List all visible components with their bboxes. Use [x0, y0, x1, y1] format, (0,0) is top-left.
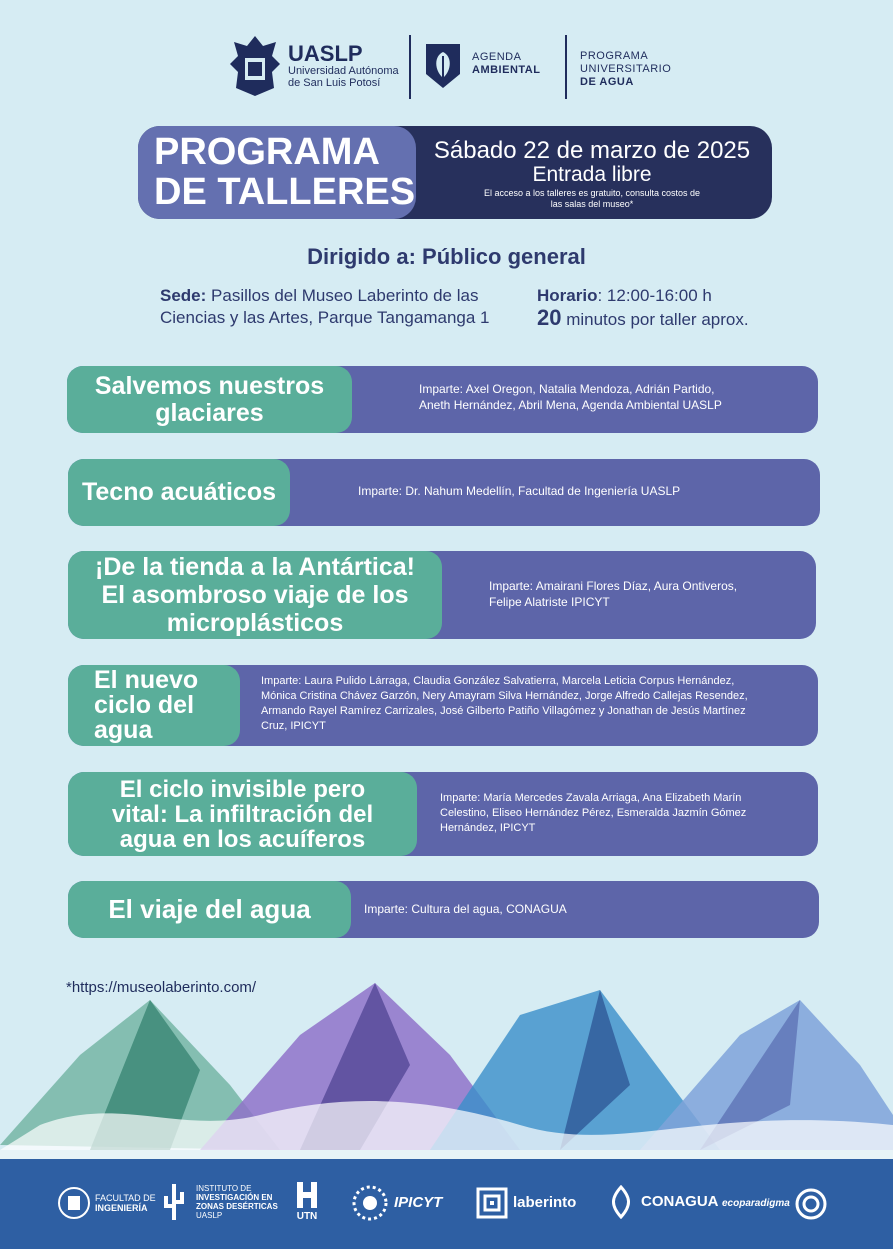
agenda-line2: AMBIENTAL [472, 64, 541, 76]
programa-line1: PROGRAMA [580, 50, 649, 62]
workshop-title-line: glaciares [155, 398, 264, 427]
uaslp-crest-icon [228, 34, 282, 98]
ecoparadigma-label: ecoparadigma [722, 1198, 790, 1209]
workshop-title [67, 366, 352, 433]
ipicyt-logo [351, 1184, 442, 1222]
minutes-text: minutos por taller aprox. [561, 310, 749, 329]
workshop-instructors [489, 578, 809, 610]
programa-line2: UNIVERSITARIO [580, 63, 672, 75]
workshop-instructors [261, 674, 813, 734]
acceso-note [470, 188, 714, 210]
workshop-instructors [364, 901, 764, 917]
conagua-label: CONAGUA [641, 1193, 719, 1210]
maze-icon [476, 1187, 508, 1219]
uaslp-line1: Universidad Autónoma [288, 65, 399, 77]
ingenieria-line1: FACULTAD DE [95, 1193, 156, 1203]
instituto-line1: INSTITUTO DE [196, 1184, 252, 1193]
instructors-line: Mónica Cristina Chávez Garzón, Nery Amayram Silva Hernández, Jorge Alfredo Callejas Resendez, [261, 690, 748, 702]
laberinto-label: laberinto [513, 1194, 577, 1211]
workshop-instructors [358, 483, 798, 499]
workshop-title-line: agua [94, 716, 153, 744]
instructors-line: Imparte: Laura Pulido Lárraga, Claudia González Salvatierra, Marcela Leticia Corpus Hernández, [261, 675, 735, 687]
venue-label: Sede: [160, 286, 207, 305]
ecoparadigma-logo [722, 1188, 827, 1220]
instituto-zonas-deserticas-logo [157, 1180, 278, 1224]
instructors-line: Aneth Hernández, Abril Mena, Agenda Ambiental UASLP [419, 398, 722, 412]
instructors-line: Imparte: María Mercedes Zavala Arriaga, Ana Elizabeth Marín [440, 792, 742, 804]
instructors-line: Imparte: Dr. Nahum Medellín, Facultad de Ingeniería UASLP [358, 484, 681, 498]
laberinto-logo [476, 1187, 576, 1219]
instructors-line: Cruz, IPICYT [261, 720, 326, 732]
entrada-libre: Entrada libre [532, 163, 652, 186]
schedule-label: Horario [537, 286, 598, 305]
minutes-number: 20 [537, 305, 562, 330]
event-date: Sábado 22 de marzo de 2025 [433, 137, 751, 164]
workshop-title-line: vital: La infiltración del [111, 800, 374, 828]
programa-agua-logo [580, 50, 671, 89]
title-line1: PROGRAMA [154, 131, 380, 173]
workshop-title-line: Tecno acuáticos [81, 478, 277, 506]
conagua-wave-icon [606, 1185, 636, 1219]
workshop-title-line: Salvemos nuestros [94, 371, 325, 400]
workshop-title [68, 665, 240, 746]
venue [160, 285, 520, 329]
instituto-line2: INVESTIGACIÓN EN [196, 1193, 273, 1202]
instructors-line: Celestino, Eliseo Hernández Pérez, Esmeralda Jazmín Gómez [440, 807, 747, 819]
uaslp-logo [228, 34, 399, 98]
workshop-instructors [440, 791, 810, 836]
title-line2: DE TALLERES [154, 171, 416, 213]
workshop-title-line: El asombroso viaje de los [101, 581, 409, 609]
acceso-line1: El acceso a los talleres es gratuito, consulta costos de [483, 188, 701, 198]
header-divider [409, 35, 411, 99]
uaslp-line2: de San Luis Potosí [288, 77, 381, 89]
museum-url[interactable]: *https://museolaberinto.com/ [66, 979, 257, 996]
workshop-title [68, 772, 417, 856]
schedule [537, 285, 797, 331]
venue-line1: Pasillos del Museo Laberinto de las [206, 286, 479, 305]
workshop-instructors [419, 381, 809, 413]
spiral-icon [795, 1188, 827, 1220]
agenda-ambiental-logo [422, 38, 540, 90]
instructors-line: Hernández, IPICYT [440, 822, 536, 834]
title-label [138, 126, 416, 219]
workshop-title [68, 881, 351, 938]
uaslp-name: UASLP [288, 41, 363, 66]
instructors-line: Armando Rayel Ramírez Carrizales, José Gilberto Patiño Villagómez y Jonathan de Jesús Martínez [261, 705, 746, 717]
ingenieria-line2: INGENIERÍA [95, 1203, 148, 1213]
instituto-line4: UASLP [196, 1211, 223, 1220]
workshop-title-line: El viaje del agua [108, 894, 311, 924]
workshop-title-line: El ciclo invisible pero [119, 775, 366, 803]
facultad-ingenieria-logo [58, 1184, 156, 1222]
utn-logo [294, 1180, 320, 1222]
utn-emblem-icon [294, 1180, 320, 1210]
workshop-title-line: ciclo del [94, 691, 195, 719]
workshop-title [68, 459, 290, 526]
ipicyt-dots-icon [351, 1184, 389, 1222]
watercolor-mountains-illustration [0, 975, 893, 1160]
instructors-line: Imparte: Amairani Flores Díaz, Aura Ontiveros, [489, 579, 738, 593]
cactus-icon [157, 1180, 191, 1224]
venue-line2: Ciencias y las Artes, Parque Tangamanga 1 [160, 308, 490, 327]
audience: Dirigido a: Público general [307, 244, 586, 269]
agenda-line1: AGENDA [472, 51, 522, 63]
workshop-title-line: ¡De la tienda a la Antártica! [95, 553, 415, 581]
header-divider-2 [565, 35, 567, 99]
ipicyt-label: IPICYT [394, 1194, 443, 1211]
instituto-line3: ZONAS DESÉRTICAS [196, 1202, 278, 1211]
agenda-leaf-icon [422, 38, 464, 90]
schedule-value: : 12:00-16:00 h [597, 286, 712, 305]
instructors-line: Felipe Alatriste IPICYT [489, 595, 610, 609]
utn-label: UTN [296, 1211, 318, 1222]
instructors-line: Imparte: Cultura del agua, CONAGUA [364, 902, 567, 916]
workshop-title-line: microplásticos [166, 609, 344, 637]
instructors-line: Imparte: Axel Oregon, Natalia Mendoza, Adrián Partido, [419, 382, 715, 396]
conagua-logo [606, 1185, 719, 1219]
ingenieria-crest-icon [58, 1184, 90, 1222]
workshop-title [68, 551, 442, 639]
acceso-line2: las salas del museo* [550, 199, 634, 209]
programa-line3: DE AGUA [580, 76, 634, 88]
workshop-title-line: agua en los acuíferos [119, 825, 366, 853]
workshop-title-line: El nuevo [94, 666, 199, 694]
